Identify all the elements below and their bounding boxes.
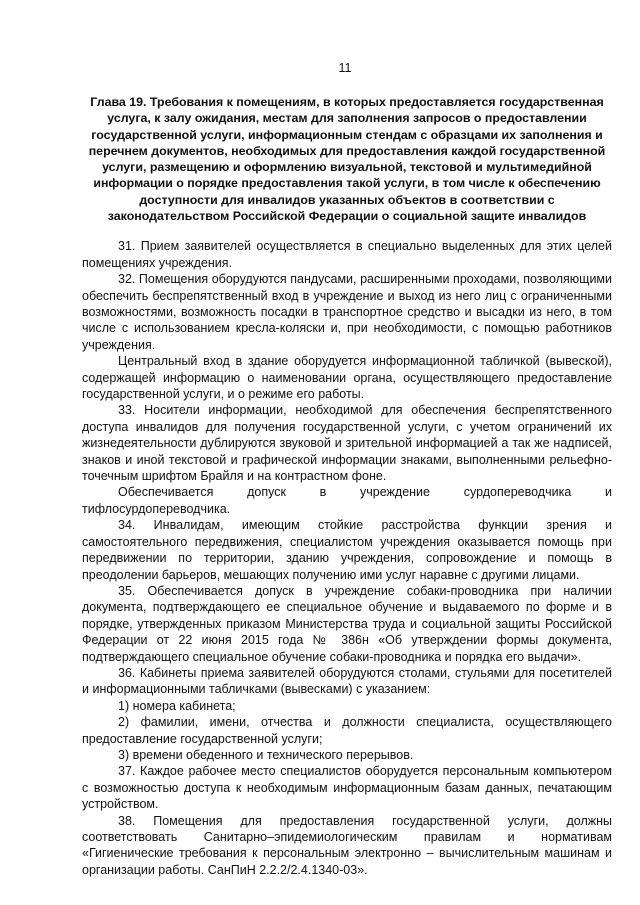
paragraph-33: 33. Носители информации, необходимой для обеспечения беспрепятственного доступа инвалидов для получения государственной услуги, с учетом ограничений их жизнедеятельности дублируются звуковой и зрительной информацией а так же надписей, знаков и иной текстовой и графической информации знаками, выполненными рельефно-точечным шрифтом Брайля и на контрастном фоне. [82, 403, 612, 484]
list-item-2: 2) фамилии, имени, отчества и должности специалиста, осуществляющего предоставление государственной услуги; [82, 715, 612, 746]
paragraph-31: 31. Прием заявителей осуществляется в специально выделенных для этих целей помещениях учреждения. [82, 239, 612, 270]
paragraph-32: 32. Помещения оборудуются пандусами, расширенными проходами, позволяющими обеспечить беспрепятственный вход в учреждение и выход из него лиц с ограниченными возможностями, возможность посадки в транспортное средство и высадки из него, в том числе с использованием кресла-коляски и, при необходимости, с помощью работников учреждения. [82, 272, 612, 352]
paragraph-34: 34. Инвалидам, имеющим стойкие расстройства функции зрения и самостоятельного передвижения, специалистом учреждения оказывается помощь при передвижении по территории, зданию учреждения, сопровождение и помощь в преодолении барьеров, мешающих получению ими услуг наравне с другими лицами. [82, 518, 612, 582]
paragraph-37: 37. Каждое рабочее место специалистов оборудуется персональным компьютером с возможностью доступа к необходимым информационным базам данных, печатающим устройством. [82, 764, 612, 812]
list-item-3: 3) времени обеденного и технического перерывов. [118, 747, 414, 762]
chapter-title: Глава 19. Требования к помещениям, в которых предоставляется государственная услуга, к залу ожидания, местам для заполнения запросов о предоставлении государственной услуги, информационным стендам с образцами их заполнения и перечнем документов, необходимых для предоставления каждой государственной услуги, размещению и оформлению визуальной, текстовой и мультимедийной информации о порядке предоставления такой услуги, в том числе к обеспечению доступности для инвалидов указанных объектов в соответствии с законодательством Российской Федерации о социальной защите инвалидов [88, 95, 606, 224]
paragraph-36: 36. Кабинеты приема заявителей оборудуются столами, стульями для посетителей и информационными табличками (вывесками) с указанием: [82, 665, 612, 697]
paragraph-interpreter-access: Обеспечивается допуск в учреждение сурдопереводчика и тифлосурдопереводчика. [82, 485, 612, 516]
list-item-1: 1) номера кабинета; [118, 698, 236, 713]
paragraph-38: 38. Помещения для предоставления государственной услуги, должны соответствовать Санитарно–эпидемиологическим правилам и нормативам «Гигиенические требования к персональным электронно – вычислительным машинам и организации работы. СанПиН 2.2.2/2.4.1340-03». [82, 813, 612, 877]
body-text [82, 238, 612, 878]
page-number: 11 [338, 61, 352, 75]
paragraph-35: 35. Обеспечивается допуск в учреждение собаки-проводника при наличии документа, подтверждающего ее специальное обучение и выдаваемого по форме и в порядке, утвержденных приказом Министерства труда и социальной защиты Российской Федерации от 22 июня 2015 года № 386н «Об утверждении формы документа, подтверждающего специальное обучение собаки-проводника и порядка его выдачи». [82, 583, 612, 664]
paragraph-central-entrance: Центральный вход в здание оборудуется информационной табличкой (вывеской), содержащей информацию о наименовании органа, осуществляющего предоставление государственной услуги, и о режиме его работы. [82, 354, 612, 402]
